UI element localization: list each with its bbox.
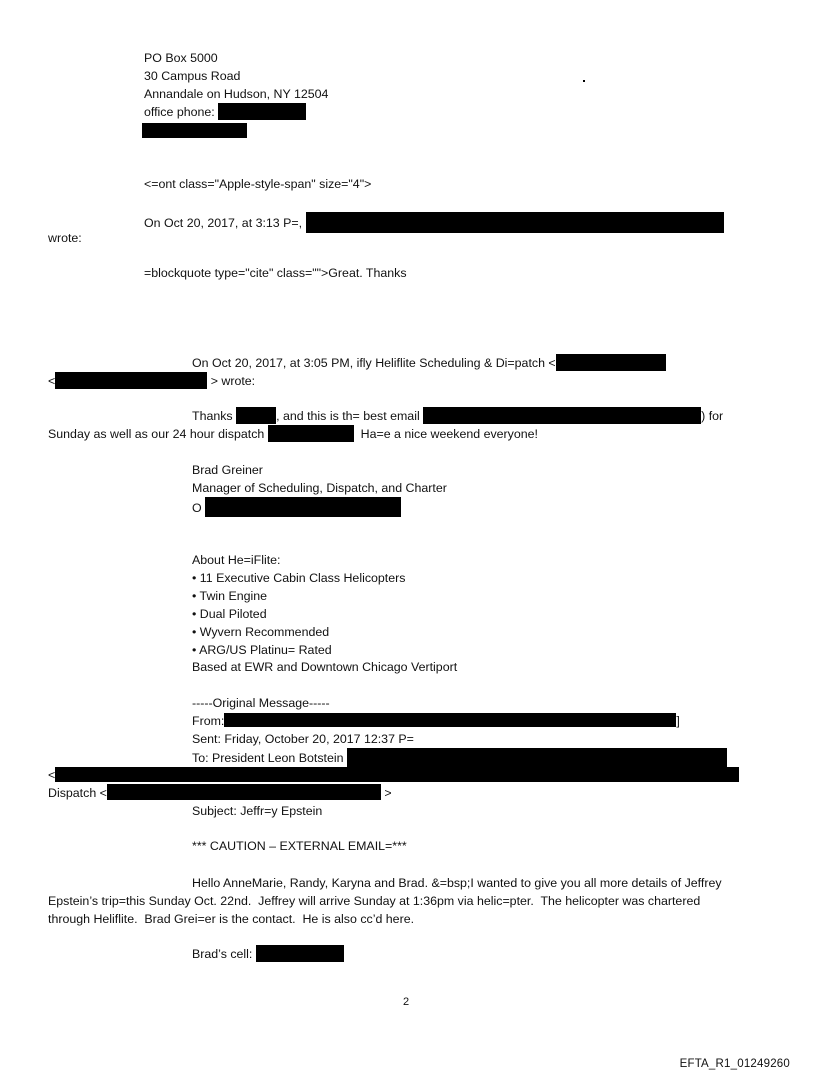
redaction bbox=[142, 123, 247, 138]
original-from-label: From: bbox=[192, 714, 225, 728]
original-gt: > bbox=[384, 786, 392, 800]
original-from-end: ] bbox=[676, 714, 680, 728]
body-line-3: through Heliflite. Brad Grei=er is the contact. He is also cc’d here. bbox=[48, 912, 415, 926]
about-bullet: • ARG/US Platinu= Rated bbox=[192, 643, 332, 657]
reply2-header bbox=[192, 354, 666, 372]
original-sent: Sent: Friday, October 20, 2017 12:37 P= bbox=[192, 732, 414, 746]
redaction bbox=[306, 212, 724, 233]
reply1-wrote: wrote: bbox=[48, 231, 82, 245]
redaction bbox=[55, 372, 207, 389]
original-to bbox=[192, 748, 727, 767]
thanks-line-1 bbox=[192, 407, 723, 425]
redaction bbox=[205, 497, 401, 517]
redaction bbox=[224, 713, 676, 727]
office-phone-label: office phone: bbox=[144, 105, 215, 119]
redaction bbox=[218, 103, 306, 120]
original-separator: -----Original Message----- bbox=[192, 696, 330, 710]
address-line-2: 30 Campus Road bbox=[144, 69, 241, 83]
original-cc-line bbox=[48, 766, 739, 784]
redaction bbox=[556, 354, 666, 371]
stray-mark bbox=[583, 80, 585, 82]
reply2-line2 bbox=[48, 372, 255, 390]
thanks-prefix: Thanks bbox=[192, 409, 233, 423]
original-subject: Subject: Jeffr=y Epstein bbox=[192, 804, 323, 818]
font-tag-line: <=ont class="Apple-style-span" size="4"> bbox=[144, 177, 372, 191]
cell-line bbox=[192, 945, 344, 963]
thanks-line2a: Sunday as well as our 24 hour dispatch bbox=[48, 427, 265, 441]
reply2-header-text: On Oct 20, 2017, at 3:05 PM, ifly Heliflite Scheduling & Di=patch < bbox=[192, 356, 556, 370]
redaction bbox=[268, 425, 354, 442]
original-from bbox=[192, 712, 680, 730]
redaction bbox=[423, 407, 701, 424]
about-based: Based at EWR and Downtown Chicago Vertiport bbox=[192, 660, 458, 674]
thanks-line-2 bbox=[48, 425, 538, 443]
body-line-2: Epstein’s trip=this Sunday Oct. 22nd. Jeffrey will arrive Sunday at 1:36pm via helic=pter. The helicopter was chartered bbox=[48, 894, 701, 908]
thanks-line2b: Ha=e a nice weekend everyone! bbox=[360, 427, 538, 441]
original-lt: < bbox=[48, 768, 56, 782]
address-line-3: Annandale on Hudson, NY 12504 bbox=[144, 87, 329, 101]
reply2-wrote: > wrote: bbox=[210, 374, 256, 388]
signature-name: Brad Greiner bbox=[192, 463, 263, 477]
signature-office-prefix: O bbox=[192, 501, 202, 515]
address-line-1: PO Box 5000 bbox=[144, 51, 218, 65]
original-dispatch: Dispatch < bbox=[48, 786, 107, 800]
document-id: EFTA_R1_01249260 bbox=[679, 1058, 790, 1070]
about-bullet: • 11 Executive Cabin Class Helicopters bbox=[192, 571, 406, 585]
reply1-quote: =blockquote type="cite" class="">Great. Thanks bbox=[144, 266, 407, 280]
reply1-header-text: On Oct 20, 2017, at 3:13 P=, bbox=[144, 216, 303, 230]
thanks-middle: , and this is th= best email bbox=[276, 409, 420, 423]
page-number: 2 bbox=[403, 996, 410, 1008]
original-to-text: To: President Leon Botstein bbox=[192, 751, 344, 765]
signature-office bbox=[192, 497, 401, 517]
redaction bbox=[236, 407, 276, 424]
about-bullet: • Dual Piloted bbox=[192, 607, 267, 621]
about-bullet: • Twin Engine bbox=[192, 589, 268, 603]
body-line-1: Hello AnneMarie, Randy, Karyna and Brad. &=bsp;I wanted to give you all more details of Jeffrey bbox=[192, 876, 722, 890]
cell-label: Brad’s cell: bbox=[192, 947, 253, 961]
redaction bbox=[347, 748, 727, 767]
thanks-suffix: ) for bbox=[701, 409, 724, 423]
redaction bbox=[256, 945, 344, 962]
signature-title: Manager of Scheduling, Dispatch, and Charter bbox=[192, 481, 447, 495]
caution-line: *** CAUTION – EXTERNAL EMAIL=*** bbox=[192, 839, 407, 853]
redaction bbox=[55, 767, 739, 782]
about-bullet: • Wyvern Recommended bbox=[192, 625, 330, 639]
original-dispatch-line bbox=[48, 784, 392, 802]
office-phone-line bbox=[144, 103, 306, 121]
reply2-lt: < bbox=[48, 374, 56, 388]
about-heading: About He=iFlite: bbox=[192, 553, 281, 567]
redaction bbox=[107, 784, 381, 800]
reply1-header bbox=[144, 212, 724, 233]
